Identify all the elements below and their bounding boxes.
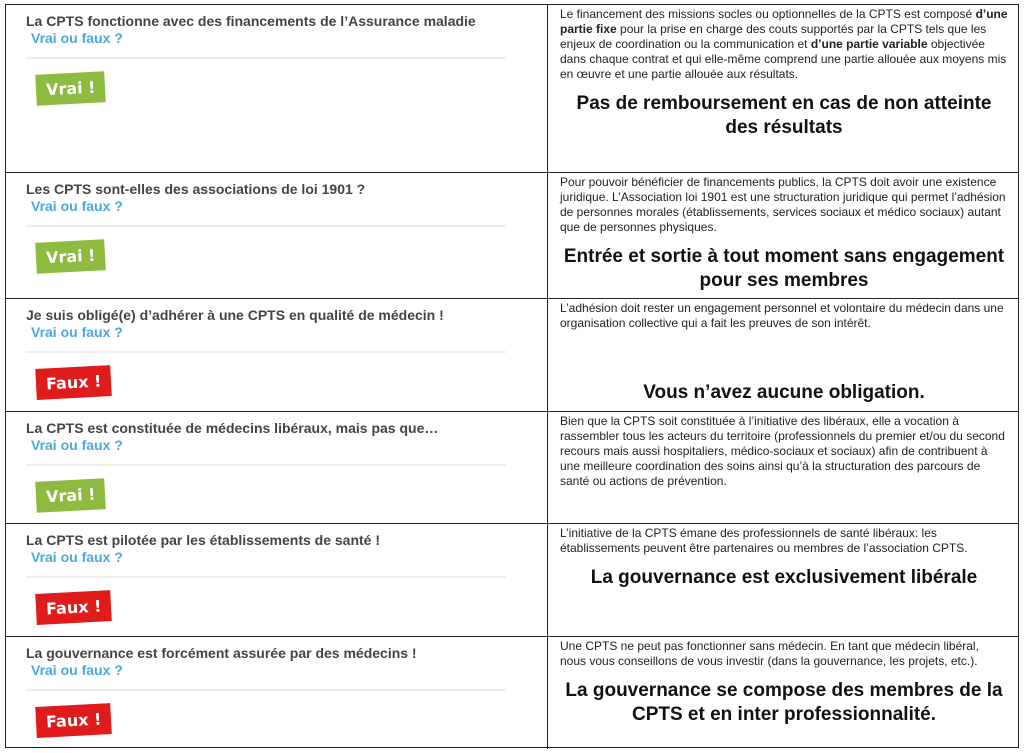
divider bbox=[26, 351, 506, 353]
quiz-row bbox=[6, 172, 1018, 298]
quiz-row bbox=[6, 298, 1018, 411]
answer-badge: Faux ! bbox=[35, 365, 112, 400]
explanation-cell bbox=[548, 173, 1018, 298]
text-segment: Le financement des missions socles ou optionnelles de la CPTS est composé bbox=[560, 7, 976, 21]
question-text: La CPTS est constituée de médecins libéraux, mais pas que… bbox=[26, 420, 439, 436]
question-cell bbox=[6, 5, 548, 172]
explanation-cell bbox=[548, 524, 1018, 636]
question-cell bbox=[6, 299, 548, 411]
question-text: Je suis obligé(e) d’adhérer à une CPTS en qualité de médecin ! bbox=[26, 307, 444, 323]
explanation-text: L’initiative de la CPTS émane des professionnels de santé libéraux: les établissements peuvent être partenaires ou membres de l’association CPTS. bbox=[560, 526, 968, 555]
explanation-cell bbox=[548, 5, 1018, 172]
true-or-false-prompt: Vrai ou faux ? bbox=[31, 324, 123, 340]
question-text: La gouvernance est forcément assurée par des médecins ! bbox=[26, 645, 417, 661]
divider bbox=[26, 689, 506, 691]
divider bbox=[26, 225, 506, 227]
bold-segment: d’une partie variable bbox=[810, 37, 928, 51]
answer-badge: Vrai ! bbox=[35, 478, 106, 513]
answer-badge: Faux ! bbox=[35, 703, 112, 738]
text-segment: objectivée dans chaque contrat et qui elle-même comprend une partie allouée aux moyens mis en œuvre et une partie allouée aux résultats. bbox=[560, 37, 1007, 81]
true-or-false-prompt: Vrai ou faux ? bbox=[31, 662, 123, 678]
question-cell bbox=[6, 412, 548, 523]
divider bbox=[26, 57, 506, 59]
answer-badge: Faux ! bbox=[35, 590, 112, 625]
conclusion-text: La gouvernance est exclusivement libérale bbox=[590, 567, 978, 588]
divider bbox=[26, 576, 506, 578]
question-cell bbox=[6, 637, 548, 749]
explanation-text: Pour pouvoir bénéficier de financements publics, la CPTS doit avoir une existence juridique. L’Association loi 1901 est une structuration juridique qui permet l’adhésion de personnes morales (établissements, services sociaux et médico sociaux) autant que de personnes physiques. bbox=[560, 175, 1006, 234]
explanation-cell bbox=[548, 299, 1018, 411]
question-text: La CPTS fonctionne avec des financements de l’Assurance maladie bbox=[26, 13, 476, 29]
conclusion-text: Entrée et sortie à tout moment sans engagement pour ses membres bbox=[563, 246, 1005, 291]
explanation-text: Bien que la CPTS soit constituée à l’initiative des libéraux, elle a vocation à rassembler tous les acteurs du territoire (professionnels du premier et/ou du second recours mais aussi hospitaliers, médico-sociaux et sociaux) afin de contribuent à une meilleure coordination des soins ainsi qu’à la structuration des parcours de santé ou actions de prévention. bbox=[560, 414, 1005, 488]
explanation-cell bbox=[548, 412, 1018, 523]
quiz-row bbox=[6, 411, 1018, 523]
question-text: La CPTS est pilotée par les établissements de santé ! bbox=[26, 532, 381, 548]
quiz-row bbox=[6, 636, 1018, 749]
explanation-text bbox=[560, 7, 1008, 82]
conclusion-text: Vous n’avez aucune obligation. bbox=[643, 382, 925, 403]
question-cell bbox=[6, 173, 548, 298]
answer-badge: Vrai ! bbox=[35, 239, 106, 274]
question-text: Les CPTS sont-elles des associations de loi 1901 ? bbox=[26, 181, 366, 197]
text-segment: pour la prise en charge des couts supportés par la CPTS tels que les enjeux de coordination ou la communication et bbox=[560, 22, 987, 51]
divider bbox=[26, 464, 506, 466]
answer-badge: Vrai ! bbox=[35, 71, 106, 106]
true-or-false-prompt: Vrai ou faux ? bbox=[31, 198, 123, 214]
explanation-text: Une CPTS ne peut pas fonctionner sans médecin. En tant que médecin libéral, nous vous conseillons de vous investir (dans la gouvernance, les projets, etc.). bbox=[560, 639, 979, 668]
conclusion-text: La gouvernance se compose des membres de la CPTS et en inter professionnalité. bbox=[565, 680, 1003, 725]
conclusion-text: Pas de remboursement en cas de non atteinte des résultats bbox=[576, 93, 992, 138]
question-cell bbox=[6, 524, 548, 636]
true-or-false-prompt: Vrai ou faux ? bbox=[31, 30, 123, 46]
quiz-row bbox=[6, 5, 1018, 172]
true-or-false-prompt: Vrai ou faux ? bbox=[31, 437, 123, 453]
quiz-table bbox=[5, 4, 1019, 748]
explanation-text: L’adhésion doit rester un engagement personnel et volontaire du médecin dans une organisation collective qui a fait les preuves de son intérêt. bbox=[560, 301, 1004, 330]
quiz-row bbox=[6, 523, 1018, 636]
true-or-false-prompt: Vrai ou faux ? bbox=[31, 549, 123, 565]
explanation-cell bbox=[548, 637, 1018, 749]
bold-segment: d’une partie fixe bbox=[560, 7, 1008, 36]
